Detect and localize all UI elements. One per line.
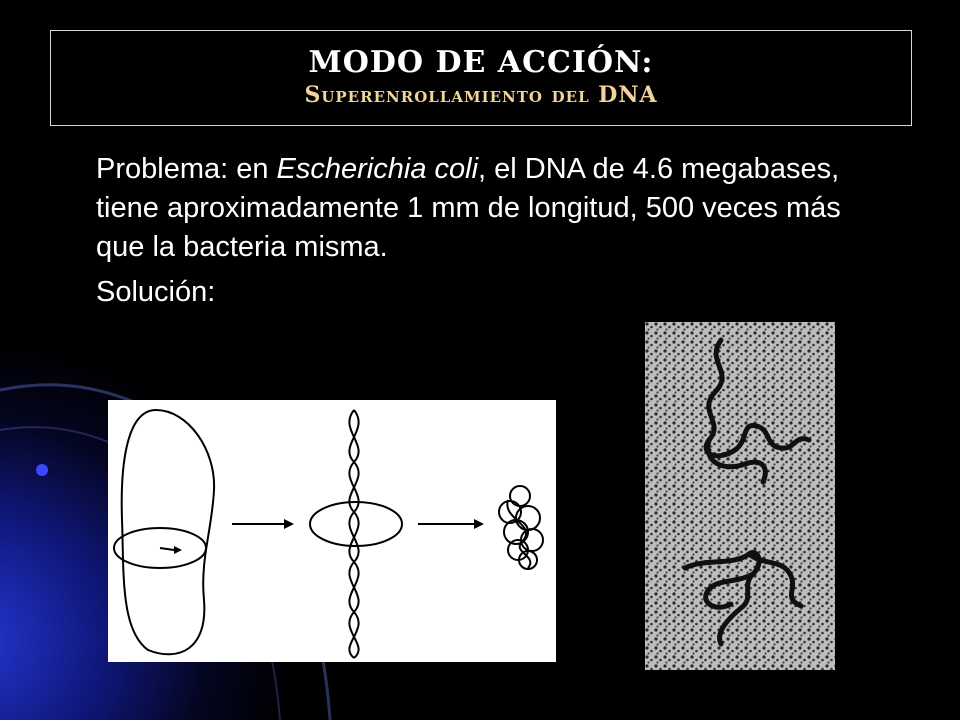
problem-paragraph [96, 150, 896, 267]
slide-title: MODO DE ACCIÓN: [308, 45, 654, 80]
dna-supercoiling-diagram [108, 400, 556, 662]
problem-suffix: , el DNA de 4.6 megabases, tiene aproximadamente 1 mm de longitud, 500 veces más que la bacteria misma. [96, 153, 841, 263]
dna-electron-micrograph [645, 322, 835, 670]
slide-subtitle: Superenrollamiento del DNA [304, 82, 658, 108]
body-text [96, 150, 896, 312]
title-box [50, 30, 912, 126]
supercoiling-diagram-svg [108, 400, 556, 662]
problem-prefix: Problema: en [96, 153, 277, 185]
solution-label: Solución: [96, 276, 216, 308]
organism-name: Escherichia coli [276, 153, 479, 185]
micrograph-svg [645, 322, 835, 670]
